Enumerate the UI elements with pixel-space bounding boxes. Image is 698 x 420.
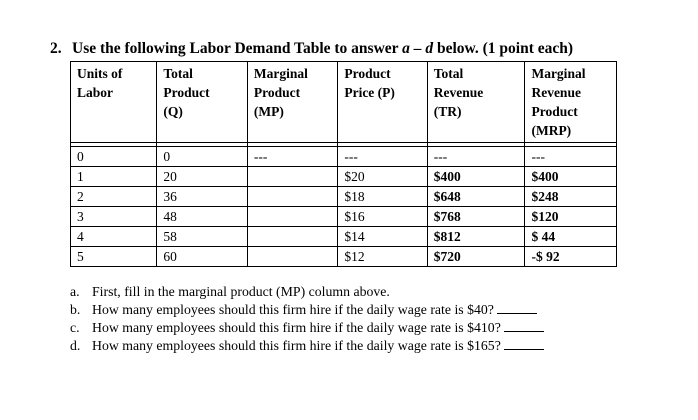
cell-price: $18 <box>338 187 427 207</box>
sub-question-letter: c. <box>70 320 80 335</box>
cell-marginal-product[interactable] <box>247 247 337 267</box>
header-marginal-revenue-product: Marginal Revenue Product (MRP) <box>525 62 617 143</box>
header-total-product: Total Product (Q) <box>157 62 247 143</box>
cell-total-product: 58 <box>157 227 247 247</box>
cell-labor: 2 <box>71 187 157 207</box>
answer-blank[interactable] <box>504 319 544 332</box>
heading-text-before: Use the following Labor Demand Table to answer <box>72 40 403 57</box>
cell-mrp: --- <box>525 147 617 167</box>
heading-range: a – d <box>402 40 434 57</box>
answer-blank[interactable] <box>497 301 537 314</box>
answer-blank[interactable] <box>504 337 544 350</box>
cell-price: $14 <box>338 227 427 247</box>
cell-total-revenue: $812 <box>427 227 525 247</box>
cell-labor: 0 <box>71 147 157 167</box>
table-row <box>71 207 617 227</box>
cell-labor: 4 <box>71 227 157 247</box>
table-row <box>71 227 617 247</box>
table-row <box>71 187 617 207</box>
cell-mrp: $400 <box>525 167 617 187</box>
header-units-of-labor: Units of Labor <box>71 62 157 143</box>
list-item <box>70 337 544 355</box>
cell-total-revenue: $768 <box>427 207 525 227</box>
sub-question-letter: a. <box>70 284 80 299</box>
cell-mrp: -$ 92 <box>525 247 617 267</box>
list-item <box>70 283 544 301</box>
cell-labor: 1 <box>71 167 157 187</box>
table-row <box>71 167 617 187</box>
cell-total-product: 60 <box>157 247 247 267</box>
cell-marginal-product[interactable] <box>247 187 337 207</box>
cell-price: --- <box>338 147 427 167</box>
sub-question-text: How many employees should this firm hire if the daily wage rate is $40? <box>92 302 494 317</box>
question-heading <box>50 40 573 58</box>
cell-total-product: 48 <box>157 207 247 227</box>
labor-demand-table <box>70 61 617 267</box>
list-item <box>70 301 544 319</box>
sub-question-text: How many employees should this firm hire if the daily wage rate is $165? <box>92 338 501 353</box>
cell-price: $16 <box>338 207 427 227</box>
cell-price: $12 <box>338 247 427 267</box>
cell-total-product: 36 <box>157 187 247 207</box>
table-row <box>71 147 617 167</box>
cell-labor: 3 <box>71 207 157 227</box>
cell-marginal-product[interactable] <box>247 167 337 187</box>
header-marginal-product: Marginal Product (MP) <box>247 62 337 143</box>
cell-total-product: 0 <box>157 147 247 167</box>
cell-total-product: 20 <box>157 167 247 187</box>
list-item <box>70 319 544 337</box>
cell-total-revenue: $400 <box>427 167 525 187</box>
cell-marginal-product[interactable]: --- <box>247 147 337 167</box>
sub-question-list <box>70 283 544 355</box>
sub-question-letter: b. <box>70 302 81 317</box>
header-product-price: Product Price (P) <box>338 62 427 143</box>
cell-labor: 5 <box>71 247 157 267</box>
heading-text-after: below. (1 point each) <box>433 40 574 57</box>
cell-price: $20 <box>338 167 427 187</box>
sub-question-text: How many employees should this firm hire if the daily wage rate is $410? <box>92 320 501 335</box>
sub-question-letter: d. <box>70 338 81 353</box>
cell-total-revenue: --- <box>427 147 525 167</box>
cell-total-revenue: $648 <box>427 187 525 207</box>
question-number: 2. <box>50 40 62 57</box>
cell-marginal-product[interactable] <box>247 227 337 247</box>
table-header-row <box>71 62 617 143</box>
table-row <box>71 247 617 267</box>
cell-marginal-product[interactable] <box>247 207 337 227</box>
cell-mrp: $248 <box>525 187 617 207</box>
cell-total-revenue: $720 <box>427 247 525 267</box>
cell-mrp: $120 <box>525 207 617 227</box>
cell-mrp: $ 44 <box>525 227 617 247</box>
header-total-revenue: Total Revenue (TR) <box>427 62 525 143</box>
sub-question-text: First, fill in the marginal product (MP) column above. <box>92 284 390 299</box>
